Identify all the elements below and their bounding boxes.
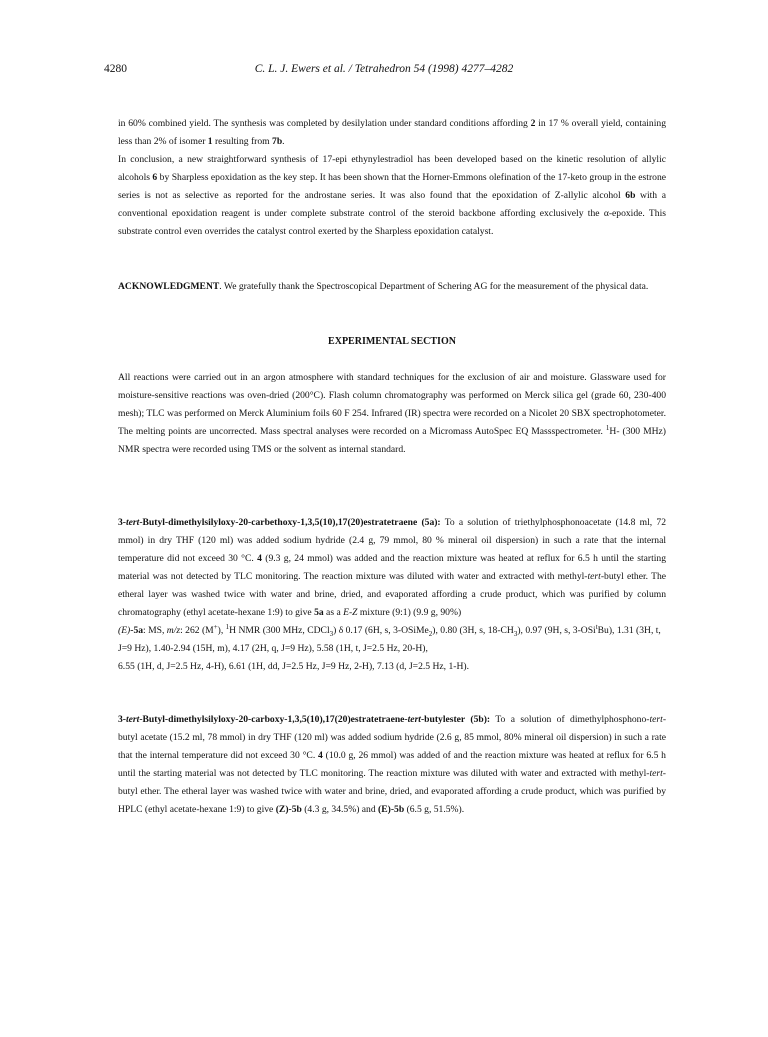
- page-number: 4280: [104, 63, 127, 75]
- compound-5b-title: 3-tert-Butyl-dimethylsilyloxy-20-carboxy-1,3,5(10),17(20)estratetraene-tert-butylester (5b):: [118, 714, 491, 725]
- paragraph-conclusion: In conclusion, a new straightforward synthesis of 17-epi ethynylestradiol has been developed based on the kinetic resolution of allylic alcohols 6 by Sharpless epoxidation as the key step. It has been shown that the Horner-Emmons olefination of the 17-keto group in the estrone series is not as selective as reported for the androstane series. It was also found that the epoxidation of Z-allylic alcohol 6b with a conventional epoxidation reagent is under complete substrate control of the steroid backbone affording exclusively the α-epoxide. This substrate control even overrides the catalyst control exerted by the Sharpless epoxidation catalyst.: [118, 154, 666, 237]
- compound-5b-procedure: 3-tert-Butyl-dimethylsilyloxy-20-carboxy-1,3,5(10),17(20)estratetraene-tert-butylester (5b): To a solution of dimethylphosphono-tert-butyl acetate (15.2 ml, 78 mmol) in dry THF (120 ml) was added sodium hydride (2.6 g, 85 mmol, 80% mineral oil dispersion) in such a rate that the internal temperature did not exceed 30 °C. 4 (10.0 g, 26 mmol) was added of and the reaction mixture was heated at reflux for 6.5 h until the starting material was not detected by TLC monitoring. The reaction mixture was diluted with water and extracted with methyl-tert-butyl ether. The etheral layer was washed twice with water and brine, dried, and evaporated affording a crude product, which was purified by HPLC (ethyl acetate-hexane 1:9) to give (Z)-5b (4.3 g, 34.5%) and (E)-5b (6.5 g, 51.5%).: [118, 714, 667, 815]
- running-header: [104, 63, 664, 79]
- compound-5a-procedure: 3-tert-Butyl-dimethylsilyloxy-20-carbethoxy-1,3,5(10),17(20)estratetraene (5a): To a solution of triethylphosphonoacetate (14.8 ml, 72 mmol) in dry THF (120 ml) was added sodium hydride (2.4 g, 79 mmol, 80 % mineral oil dispersion) in such a rate that the internal temperature did not exceed 30 °C. 4 (9.3 g, 24 mmol) was added and the reaction mixture was heated at reflux for 6.5 h until the starting material was not detected by TLC monitoring. The reaction mixture was diluted with water and extracted with methyl-tert-butyl ether. The etheral layer was washed twice with water and brine, dried, and evaporated affording a crude product, which was purified by column chromatography (ethyl acetate-hexane 1:9) to give 5a as a E-Z mixture (9:1) (9.9 g, 90%) (E)-5a: MS, m/z: 262 (M+), $^1$H NMR (300 MHz, CDCl$_3$) δ 0.17 (6H, s, 3-OSiMe$_2$), 0.80 (3H, s, $18-CH_3$), 0.97 (9H, s, 3-OSi$^t$Bu), 1.31 (3H, t, J=9 Hz), 1.40-2.94 (15H, m), 4.17 (2H, q, J=9 Hz), 5.58 (1H, t, J=2.5 Hz, 20-H), 6.55 (1H, d, J=2.5 Hz, 4-H), 6.61 (1H, dd, J=2.5 Hz, J=9 Hz, 2-H), 7.13 (d, J=2.5 Hz, 1-H).: [118, 514, 666, 676]
- paragraph-conclusion-start: in 60% combined yield. The synthesis was completed by desilylation under standard conditions affording 2 in 17 % overall yield, containing less than 2% of isomer 1 resulting from 7b. In conclusion, a new straightforward synthesis of 17-epi ethynylestradiol has been developed based on the kinetic resolution of allylic alcohols 6 by Sharpless epoxidation as the key step. It has been shown that the Horner-Emmons olefination of the 17-keto group in the estrone series is not as selective as reported for the androstane series. It was also found that the epoxidation of Z-allylic alcohol 6b with a conventional epoxidation reagent is under complete substrate control of the steroid backbone affording exclusively the α-epoxide. This substrate control even overrides the catalyst control exerted by the Sharpless epoxidation catalyst.: [118, 115, 666, 241]
- section-heading: EXPERIMENTAL SECTION: [328, 336, 456, 347]
- compound-5a-title: 3-tert-Butyl-dimethylsilyloxy-20-carbethoxy-1,3,5(10),17(20)estratetraene (5a):: [118, 517, 441, 528]
- acknowledgment-label: ACKNOWLEDGMENT: [118, 281, 220, 292]
- general-methods: All reactions were carried out in an argon atmosphere with standard techniques for the exclusion of air and moisture. Glassware used for moisture-sensitive reactions was oven-dried (200°C). Flash column chromatography was performed on Merck silica gel (grade 60, 230-400 mesh); TLC was performed on Merck Aluminium foils 60 F 254. Infrared (IR) spectra were recorded on a Nicolet 20 SBX spectrophotometer. The melting points are uncorrected. Mass spectral analyses were recorded on a Micromass AutoSpec EQ Massspectrometer. $^1$H- (300 MHz) NMR spectra were recorded using TMS or the solvent as internal standard.: [118, 372, 666, 455]
- running-title: C. L. J. Ewers et al. / Tetrahedron 54 (1998) 4277–4282: [254, 63, 514, 75]
- acknowledgment: ACKNOWLEDGMENT. We gratefully thank the Spectroscopical Department of Schering AG for the measurement of the physical data.: [118, 281, 649, 292]
- compound-5a-data: (E)-5a: MS, m/z: 262 (M+), $^1$H NMR (300 MHz, CDCl$_3$) δ 0.17 (6H, s, 3-OSiMe$_2$), 0.80 (3H, s, $18-CH_3$), 0.97 (9H, s, 3-OSi$^t$Bu), 1.31 (3H, t, J=9 Hz), 1.40-2.94 (15H, m), 4.17 (2H, q, J=9 Hz), 5.58 (1H, t, J=2.5 Hz, 20-H), 6.55 (1H, d, J=2.5 Hz, 4-H), 6.61 (1H, dd, J=2.5 Hz, J=9 Hz, 2-H), 7.13 (d, J=2.5 Hz, 1-H).: [118, 622, 661, 672]
